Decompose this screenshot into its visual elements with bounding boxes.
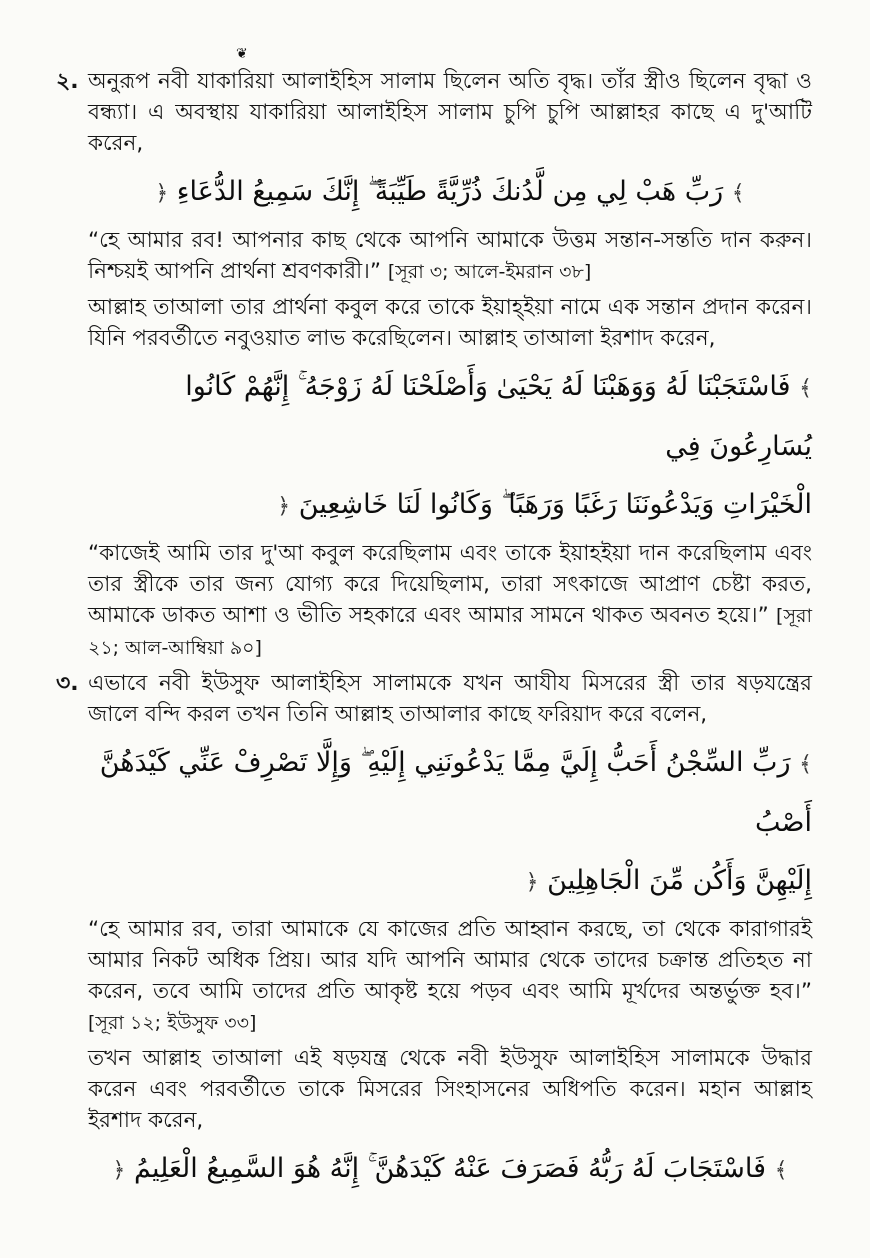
arabic-verse	[88, 734, 812, 852]
item-number: ৩.	[56, 671, 79, 696]
citation: [সূরা ৩; আলে-ইমরান ৩৮]	[387, 261, 592, 283]
arabic-verse-text: إِلَيْهِنَّ وَأَكُن مِّنَ الْجَاهِلِينَ	[547, 865, 812, 896]
arabic-verse-text: فَاسْتَجَابَ لَهُ رَبُّهُ فَصَرَفَ عَنْهُ كَيْدَهُنَّ ۚ إِنَّهُ هُوَ السَّمِيعُ الْعَلِيمُ	[133, 1153, 767, 1184]
item-3	[56, 668, 812, 1200]
paragraph-middle: আল্লাহ তাআলা তার প্রার্থনা কবুল করে তাকে ইয়াহ্ইয়া নামে এক সন্তান প্রদান করেন। যিনি পরবর্তীতে নবুওয়াত লাভ করেছিলেন। আল্লাহ তাআলা ইরশাদ করেন,	[88, 295, 812, 351]
translation-text: “হে আমার রব, তারা আমাকে যে কাজের প্রতি আহ্বান করছে, তা থেকে কারাগারই আমার নিকট অধিক প্রিয়। আর যদি আপনি আমার থেকে তাদের চক্রান্ত প্রতিহত না করেন, তবে আমি তাদের প্রতি আকৃষ্ট হয়ে পড়ব এবং আমি মূর্খদের অন্তর্ভুক্ত হব।”	[88, 917, 812, 1004]
arabic-verse-text: الْخَيْرَاتِ وَيَدْعُونَنَا رَغَبًا وَرَهَبًا ۖ وَكَانُوا لَنَا خَاشِعِينَ	[298, 489, 812, 520]
verse-open-bracket: ﴾	[799, 752, 812, 777]
arabic-verse	[88, 358, 812, 476]
item-number: ২.	[56, 69, 79, 94]
arabic-verse-continued	[88, 476, 812, 536]
translation	[88, 538, 812, 664]
verse-close-bracket: ﴿	[525, 870, 539, 895]
translation-text: “কাজেই আমি তার দু'আ কবুল করেছিলাম এবং তাকে ইয়াহইয়া দান করেছিলাম এবং তার স্ত্রীকে তার জন্য যোগ্য করে দিয়েছিলাম, তারা সৎকাজে আপ্রাণ চেষ্টা করত, আমাকে ডাকত আশা ও ভীতি সহকারে এবং আমার সামনে থাকত অবনত হয়ে।”	[88, 541, 812, 628]
translation	[88, 914, 812, 1039]
verse-open-bracket: ﴾	[774, 1158, 788, 1183]
arabic-verse	[88, 163, 812, 223]
arabic-verse	[88, 1140, 812, 1200]
verse-close-bracket: ﴿	[155, 181, 169, 206]
verse-close-bracket: ﴿	[277, 494, 291, 519]
verse-open-bracket: ﴾	[799, 376, 812, 401]
paragraph-middle: তখন আল্লাহ তাআলা এই ষড়যন্ত্র থেকে নবী ইউসুফ আলাইহিস সালামকে উদ্ধার করেন এবং পরবর্তীতে তাকে মিসরের সিংহাসনের অধিপতি করেন। মহান আল্লাহ ইরশাদ করেন,	[88, 1046, 812, 1133]
verse-open-bracket: ﴾	[731, 181, 745, 206]
ink-ornament-icon: ❦	[236, 46, 248, 62]
verse-close-bracket: ﴿	[112, 1158, 126, 1183]
arabic-verse-continued	[88, 852, 812, 912]
translation	[88, 225, 812, 288]
arabic-verse-text: رَبِّ هَبْ لِي مِن لَّدُنكَ ذُرِّيَّةً طَيِّبَةً ۖ إِنَّكَ سَمِيعُ الدُّعَاءِ	[176, 176, 724, 207]
citation: [সূরা ১২; ইউসুফ ৩৩]	[88, 1012, 257, 1034]
arabic-verse-text: فَاسْتَجَبْنَا لَهُ وَوَهَبْنَا لَهُ يَحْيَىٰ وَأَصْلَحْنَا لَهُ زَوْجَهُ ۚ إِنَّهُمْ كَانُوا يُسَارِعُونَ فِي	[185, 371, 812, 462]
paragraph-intro: অনুরূপ নবী যাকারিয়া আলাইহিস সালাম ছিলেন অতি বৃদ্ধ। তাঁর স্ত্রীও ছিলেন বৃদ্ধা ও বন্ধ্যা। এ অবস্থায় যাকারিয়া আলাইহিস সালাম চুপি চুপি আল্লাহর কাছে এ দু'আটি করেন,	[88, 69, 812, 156]
citation: [সূরা ২১; আল-আম্বিয়া ৯০]	[88, 605, 812, 659]
translation-text: “হে আমার রব! আপনার কাছ থেকে আপনি আমাকে উত্তম সন্তান-সন্ততি দান করুন। নিশ্চয়ই আপনি প্রার্থনা শ্রবণকারী।”	[88, 228, 812, 284]
arabic-verse-text: رَبِّ السِّجْنُ أَحَبُّ إِلَيَّ مِمَّا يَدْعُونَنِي إِلَيْهِ ۖ وَإِلَّا تَصْرِفْ عَنِّي كَيْدَهُنَّ أَصْبُ	[99, 747, 812, 838]
item-2	[56, 66, 812, 664]
paragraph-intro: এভাবে নবী ইউসুফ আলাইহিস সালামকে যখন আযীয মিসরের স্ত্রী তার ষড়যন্ত্রের জালে বন্দি করল তখন তিনি আল্লাহ তাআলার কাছে ফরিয়াদ করে বলেন,	[88, 671, 812, 727]
